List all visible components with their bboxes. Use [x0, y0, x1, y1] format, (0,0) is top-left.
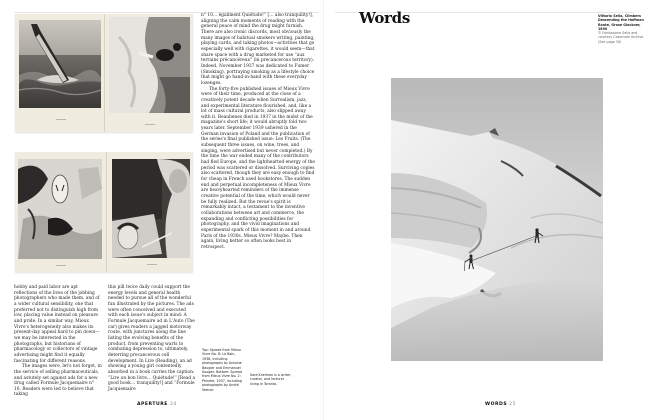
folio-number: 25	[509, 402, 516, 407]
photo-credit: Vittorio Sella, Climbers Descending the Hoffman Route, Grose Glockner, 1890	[598, 14, 644, 31]
article-paragraph: The forty-five published issues of Mieux Vivre were of their time, produced at the close of a creatively potent decade when Surrealism, jazz, and experimental literature flourished, and, like a lot of mass cultural products, also slipped away with it. Beaubenes died in 1937 in the midst of the magazine's short life; it would abruptly fold two years later. September 1939 ushered in the German invasion of Poland and the publication of the series's final published issue: Les Fruits. (The subsequent three issues, on wine, trees, and singing, were advertised but never completed.) By the time the war ended many of the contributors had fled Europe, and the lighthearted energy of the period was scattered or dissolved. Surviving copies also scattered, though they are easy enough to find for cheap in French used bookstores. The sudden end and perpetual incompleteness of Mieux Vivre are heavyhearted reminders of the immense creative potential of the time, which would never be fully realized. But the revue's spirit is remarkably intact, a testament to the inventive collaborations between art and commerce, the expanding and conflicting possibilities for photography, and the vivid imaginations and experimental spark of this moment in and around Paris of the 1930s. Mieux Vivre? Maybe. Then again, living better so often looks best in retrospect.	[201, 86, 315, 250]
leg-in-water-plate	[19, 20, 101, 108]
page-folio-right	[485, 402, 516, 407]
folio-label: APERTURE	[137, 402, 168, 407]
folio-number: 24	[169, 402, 177, 407]
page-folio-left	[137, 402, 177, 407]
author-bio: Sara Knelman is a writer, curator, and lecturer living in Toronto.	[250, 373, 292, 386]
portrait-plate	[112, 159, 190, 258]
section-title: Words	[359, 9, 410, 27]
swimmer-plate	[109, 17, 190, 113]
photo-caption	[598, 14, 644, 44]
photo-courtesy: © Fondazione Sella and courtesy Casemate Archive (See page 30)	[598, 31, 644, 44]
spread-gutter	[323, 0, 324, 420]
plate-captions: Top: Spread from Mieux Vivre No. 8: La Bain, 1936, including photographs by Antoine Baugier and Emmanuel Sougez. Bottom: Spread from Mieux Vivre No. 2: Peindre, 1937, including photographs by André Steiner	[202, 348, 243, 392]
book-spread-top	[15, 14, 193, 132]
article-paragraph: n° 10… égaliment Quiétude!” [… also tranquility!], aligning the calm moments of reading with the general peace of mind the drug might furnish. There are also ironic discords, most obviously the many images of habitual smokers writing, painting, playing cards, and taking photos—activities that go especially well with cigarettes, it would seem—that share space with a drug marketed for use “aux terrains précancéreux” (in precancerous territory). Indeed, November 1937 was dedicated to Fumer (Smoking), portraying smoking as a lifestyle choice that might go hand-in-hand with these everyday lozenges.	[201, 13, 315, 86]
book-spread-bottom	[15, 152, 193, 272]
article-paragraph: this pill twice daily could support the energy levels and general health needed to pursue all of the wonderful fun illustrated by the pictures. The ads were often conceived and executed with each issue's subject in mind: A Formule Jacquemaire ad in L'Auto (The car) gives readers a jagged motorway route, with junctures along the line listing the evolving benefits of the product, from preventing warts to combating depression to, ultimately, deterring precancerous cell development. In Lire (Reading), an ad showing a young girl contentedly absorbed in a book carries the caption: “Lire un bon livre… Quiétude!” [Read a good book… tranquility!] and “Formule Jacquemaire	[108, 285, 196, 392]
article-paragraph: The images were, let's not forget, in the service of selling pharmaceuticals, and astutely set against ads for a new drug called Formule Jacquemaire n° 10. Readers were led to believe that taking	[14, 364, 102, 398]
artist-plate	[18, 159, 102, 259]
glacier-photograph	[391, 78, 603, 361]
article-column-bottom-left	[14, 285, 102, 398]
article-paragraph: hobby and paid labor are apt reflections of the lives of the jobbing photographers who made them, and of a wider cultural sensibility, one that preferred not to distinguish high from low, placing value instead on pleasure and pride. In a similar way, Mieux Vivre's heterogeneity also makes its present-day appeal hard to pin down—we may be interested in the photographs, but historians of pharmacology or collectors of vintage advertising might find it equally fascinating for different reasons.	[14, 285, 100, 364]
article-column-bottom-mid	[108, 285, 196, 392]
article-column-right	[201, 13, 315, 251]
folio-label: WORDS	[485, 402, 508, 407]
